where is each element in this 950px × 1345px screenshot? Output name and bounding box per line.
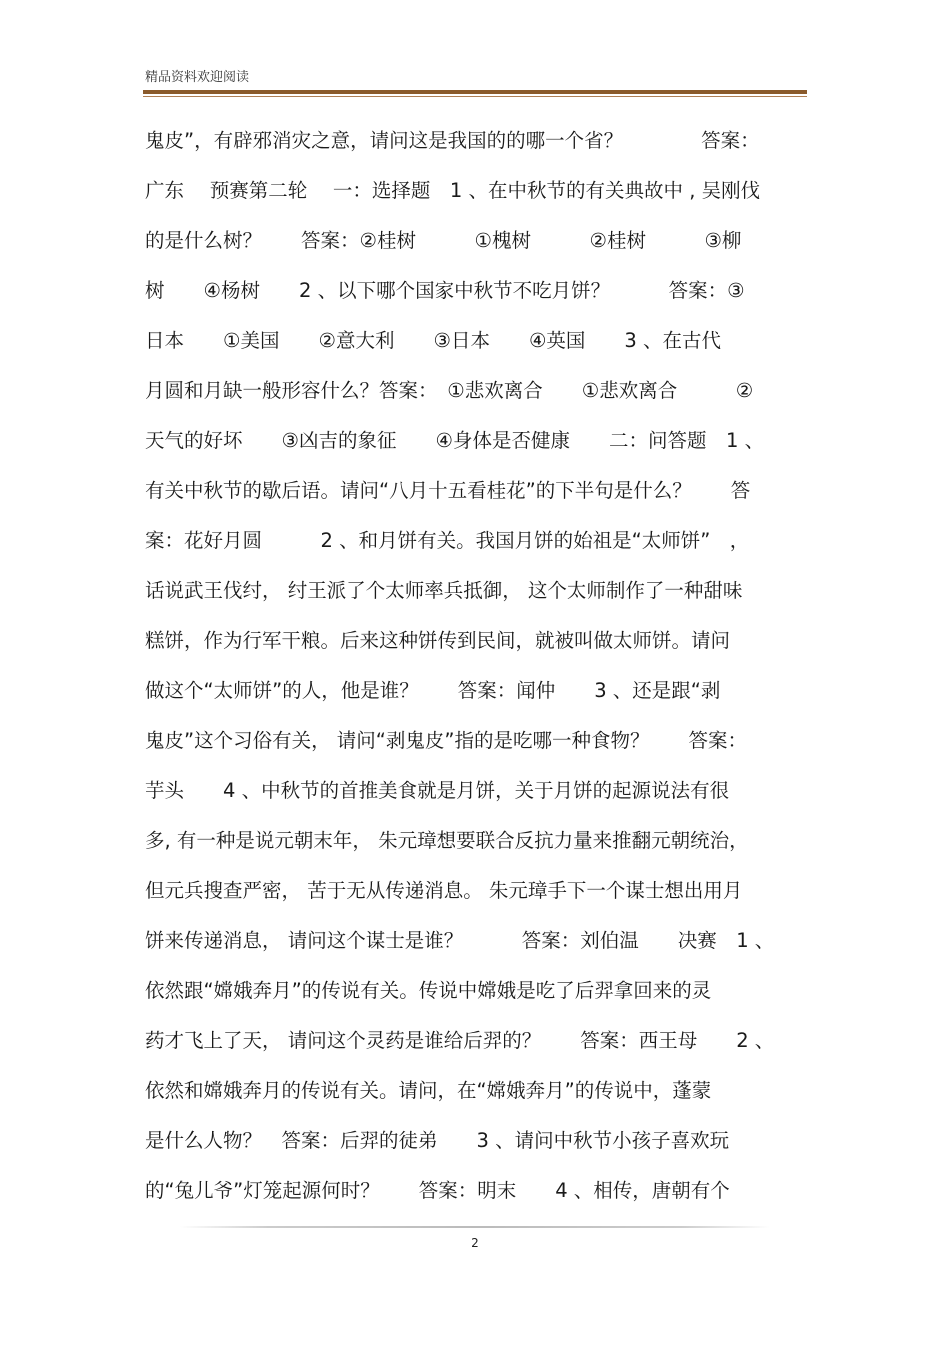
text-line: 话说武王伐纣， 纣王派了个太师率兵抵御， 这个太师制作了一种甜味 xyxy=(145,579,743,602)
page-number: 2 xyxy=(471,1236,479,1250)
text-line: 树 ④杨树 2 、以下哪个国家中秋节不吃月饼？ 答案：③ xyxy=(145,279,745,302)
text-line: 天气的好坏 ③凶吉的象征 ④身体是否健康 二：问答题 1 、 xyxy=(145,429,765,452)
text-line: 广东 预赛第二轮 一：选择题 1 、在中秋节的有关典故中 , 吴刚伐 xyxy=(145,179,761,202)
text-line: 鬼皮”这个习俗有关， 请问“剥鬼皮”指的是吃哪一种食物？ 答案： xyxy=(145,729,748,752)
text-line: 药才飞上了天， 请问这个灵药是谁给后羿的？ 答案：西王母 2 、 xyxy=(145,1029,775,1052)
footer-rule xyxy=(180,1226,770,1228)
text-line: 鬼皮”，有辟邪消灾之意，请问这是我国的的哪一个省？ 答案： xyxy=(145,129,760,152)
text-line: 做这个“太师饼”的人，他是谁？ 答案：闻仲 3 、还是跟“剥 xyxy=(145,679,721,702)
text-line: 的“兔儿爷”灯笼起源何时？ 答案：明末 4 、相传，唐朝有个 xyxy=(145,1179,730,1202)
header-rule-thin xyxy=(143,96,807,97)
text-line: 日本 ①美国 ②意大利 ③日本 ④英国 3 、在古代 xyxy=(145,329,722,352)
text-line: 饼来传递消息， 请问这个谋士是谁？ 答案：刘伯温 决赛 1 、 xyxy=(145,929,775,952)
text-line: 案：花好月圆 2 、和月饼有关。我国月饼的始祖是“太师饼” ， xyxy=(145,529,750,552)
text-line: 是什么人物？ 答案：后羿的徒弟 3 、请问中秋节小孩子喜欢玩 xyxy=(145,1129,730,1152)
page-header: 精品资料欢迎阅读 xyxy=(145,70,250,85)
header-rule-thick xyxy=(143,90,807,94)
text-line: 但元兵搜查严密， 苦于无从传递消息。 朱元璋手下一个谋士想出用月 xyxy=(145,879,743,902)
text-line: 多, 有一种是说元朝末年， 朱元璋想要联合反抗力量来推翻元朝统治， xyxy=(145,829,749,852)
text-line: 糕饼，作为行军干粮。后来这种饼传到民间，就被叫做太师饼。请问 xyxy=(145,629,731,652)
text-line: 芋头 4 、中秋节的首推美食就是月饼，关于月饼的起源说法有很 xyxy=(145,779,730,802)
text-line: 依然和嫦娥奔月的传说有关。请问，在“嫦娥奔月”的传说中，蓬蒙 xyxy=(145,1079,712,1102)
text-line: 月圆和月缺一般形容什么？答案： ①悲欢离合 ①悲欢离合 ② xyxy=(145,379,754,402)
text-line: 有关中秋节的歇后语。请问“八月十五看桂花”的下半句是什么？ 答 xyxy=(145,479,751,502)
text-line: 的是什么树？ 答案：②桂树 ①槐树 ②桂树 ③柳 xyxy=(145,229,742,252)
text-line: 依然跟“嫦娥奔月”的传说有关。传说中嫦娥是吃了后羿拿回来的灵 xyxy=(145,979,712,1002)
